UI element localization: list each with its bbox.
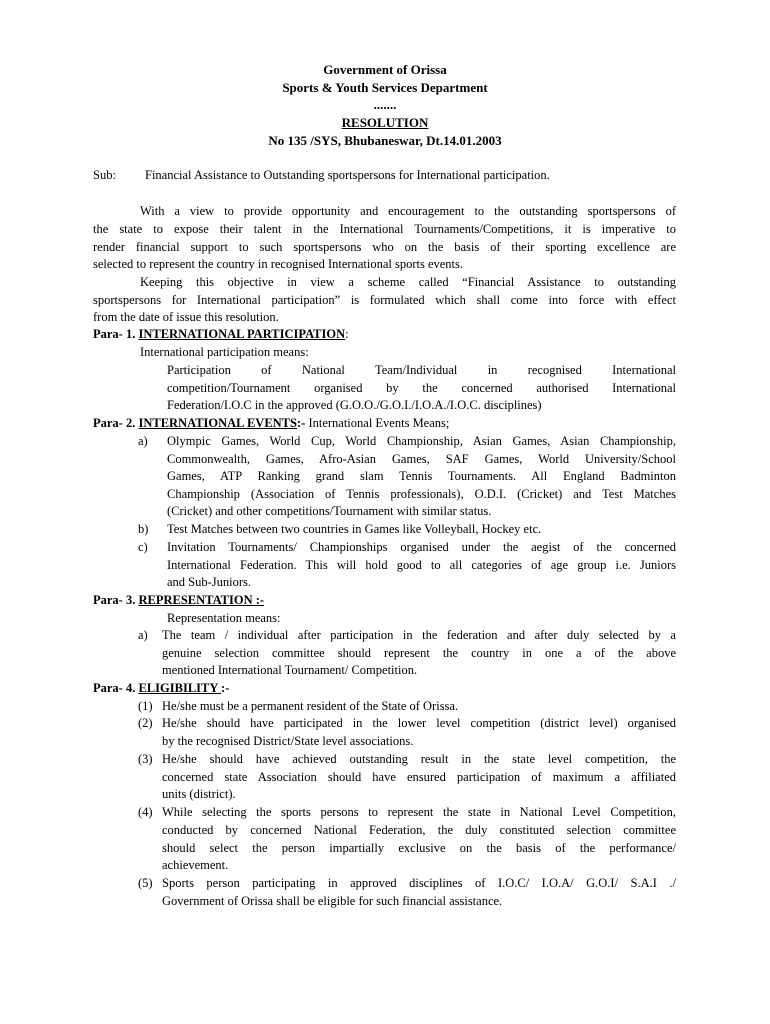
resolution-heading: RESOLUTION	[341, 115, 429, 130]
para-2-item-a-line-3: Games, ATP Ranking grand slam Tennis Tournaments. All England Badminton	[167, 469, 676, 483]
para-1-heading	[93, 326, 349, 344]
intro-p1-line-1: With a view to provide opportunity and encouragement to the outstanding sportspersons of	[140, 204, 676, 218]
resolution-reference: No 135 /SYS, Bhubaneswar, Dt.14.01.2003	[268, 133, 502, 148]
para-4-item-1-line-1: He/she must be a permanent resident of the State of Orissa.	[162, 699, 459, 713]
para-4-item-2-line-2: by the recognised District/State level associations.	[162, 734, 414, 748]
para-1-title: INTERNATIONAL PARTICIPATION	[138, 327, 346, 341]
subject-label: Sub:	[93, 168, 116, 182]
subject-text: Financial Assistance to Outstanding sportspersons for International participation.	[145, 168, 550, 182]
para-3-item-a-line-3: mentioned International Tournament/ Competition.	[162, 663, 418, 677]
para-3-heading	[93, 592, 264, 610]
para-3-title: REPRESENTATION :-	[138, 593, 265, 607]
para-4-item-2-line-1: He/she should have participated in the lower level competition (district level) organised	[162, 716, 676, 730]
para-4-label: Para- 4.	[93, 681, 136, 695]
para-2-item-b-marker: b)	[138, 522, 149, 536]
para-4-item-4-marker: (4)	[138, 805, 153, 819]
para-2-item-a-line-5: (Cricket) and other competitions/Tournament with similar status.	[167, 504, 492, 518]
para-1-label: Para- 1.	[93, 327, 136, 341]
intro-p1-line-4: selected to represent the country in recognised International sports events.	[93, 257, 464, 271]
para-2-intro: International Events Means;	[305, 416, 450, 430]
para-3-item-a-line-1: The team / individual after participation in the federation and after duly selected by a	[162, 628, 676, 642]
department-title: Sports & Youth Services Department	[282, 80, 488, 95]
para-4-item-4-line-1: While selecting the sports persons to represent the state in National Level Competition,	[162, 805, 676, 819]
para-4-item-3-marker: (3)	[138, 752, 153, 766]
para-2-item-c-line-2: International Federation. This will hold good to all categories of age group i.e. Juniors	[167, 558, 676, 572]
para-2-title-suffix: :-	[296, 416, 306, 430]
para-1-colon: :	[345, 327, 349, 341]
para-2-item-a-line-1: Olympic Games, World Cup, World Championship, Asian Games, Asian Championship,	[167, 434, 676, 448]
header-dots: .......	[373, 97, 397, 112]
para-1-line-2: competition/Tournament organised by the concerned authorised International	[167, 381, 676, 395]
government-title: Government of Orissa	[323, 62, 447, 77]
para-4-item-4-line-3: should select the person impartially exclusive on the basis of the performance/	[162, 841, 676, 855]
para-4-item-3-line-2: concerned state Association should have ensured participation of maximum a affiliated	[162, 770, 676, 784]
para-4-item-4-line-4: achievement.	[162, 858, 229, 872]
para-4-item-5-line-1: Sports person participating in approved disciplines of I.O.C/ I.O.A/ G.O.I/ S.A.I ./	[162, 876, 676, 890]
intro-p2-line-1: Keeping this objective in view a scheme called “Financial Assistance to outstanding	[140, 275, 676, 289]
para-4-item-4-line-2: conducted by concerned National Federation, the duly constituted selection committee	[162, 823, 676, 837]
para-2-item-b-line-1: Test Matches between two countries in Games like Volleyball, Hockey etc.	[167, 522, 542, 536]
para-1-means: International participation means:	[140, 345, 309, 359]
para-2-heading	[93, 415, 449, 433]
para-3-item-a-marker: a)	[138, 628, 148, 642]
para-4-title: ELIGIBILITY	[138, 681, 222, 695]
para-2-item-c-line-3: and Sub-Juniors.	[167, 575, 252, 589]
para-4-item-1-marker: (1)	[138, 699, 153, 713]
para-1-line-3: Federation/I.O.C in the approved (G.O.O./G.O.I./I.O.A./I.O.C. disciplines)	[167, 398, 542, 412]
intro-p2-line-3: from the date of issue this resolution.	[93, 310, 279, 324]
para-2-title: INTERNATIONAL EVENTS	[138, 416, 297, 430]
intro-p1-line-2: the state to expose their talent in the International Tournaments/Competitions, it is imperative to	[93, 222, 676, 236]
intro-p1-line-3: render financial support to such sportspersons who on the basis of their sporting excellence are	[93, 240, 676, 254]
intro-p2-line-2: sportspersons for International participation” is formulated which shall come into force with effect	[93, 293, 676, 307]
para-3-label: Para- 3.	[93, 593, 136, 607]
para-1-line-1: Participation of National Team/Individual in recognised International	[167, 363, 676, 377]
para-4-item-5-line-2: Government of Orissa shall be eligible for such financial assistance.	[162, 894, 503, 908]
para-3-item-a-line-2: genuine selection committee should represent the country in one a of the above	[162, 646, 676, 660]
para-2-label: Para- 2.	[93, 416, 136, 430]
para-4-item-3-line-3: units (district).	[162, 787, 236, 801]
para-4-item-5-marker: (5)	[138, 876, 153, 890]
para-3-means: Representation means:	[167, 611, 281, 625]
para-2-item-a-line-4: Championship (Association of Tennis professionals), O.D.I. (Cricket) and Test Matches	[167, 487, 676, 501]
para-4-heading	[93, 680, 229, 698]
para-2-item-c-line-1: Invitation Tournaments/ Championships organised under the aegist of the concerned	[167, 540, 676, 554]
para-2-item-a-marker: a)	[138, 434, 148, 448]
para-4-item-3-line-1: He/she should have achieved outstanding result in the state level competition, the	[162, 752, 676, 766]
para-4-item-2-marker: (2)	[138, 716, 153, 730]
para-2-item-a-line-2: Commonwealth, Games, Afro-Asian Games, SAF Games, World University/School	[167, 452, 676, 466]
para-2-item-c-marker: c)	[138, 540, 148, 554]
para-4-title-suffix: :-	[221, 681, 230, 695]
